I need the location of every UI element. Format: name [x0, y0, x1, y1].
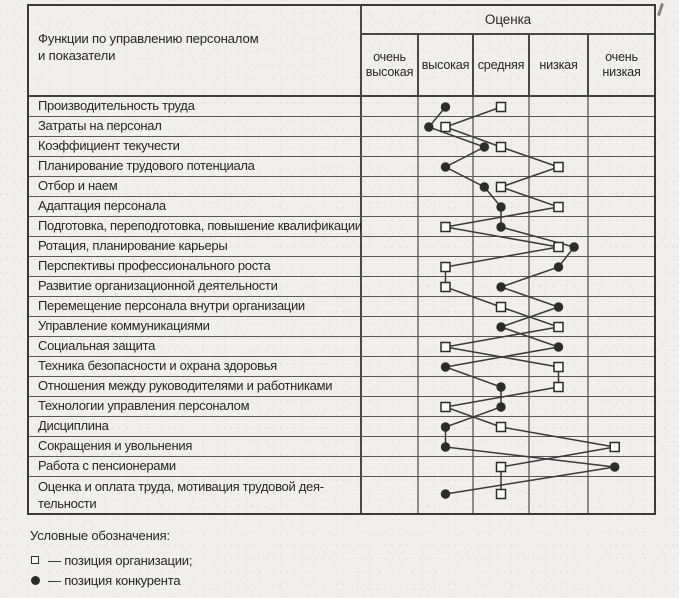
competitor-position-marker [496, 202, 505, 211]
row-label: Техника безопасности и охрана здоровья [29, 357, 362, 376]
legend [30, 528, 192, 590]
competitor-position-marker [496, 222, 505, 231]
competitor-position-marker [496, 402, 505, 411]
competitor-position-marker [496, 382, 505, 391]
row-label: Оценка и оплата труда, мотивация трудовой деятельности [29, 477, 362, 513]
organization-position-marker [554, 363, 563, 372]
table-header [29, 6, 654, 97]
rating-header: Оценка [362, 6, 654, 35]
column-header-low: низкая [530, 35, 589, 95]
row-label: Отношения между руководителями и работниками [29, 377, 362, 396]
organization-position-marker [497, 183, 506, 192]
competitor-position-marker [480, 182, 489, 191]
legend-item-label: — позиция конкурента [48, 572, 181, 588]
organization-position-marker [497, 423, 506, 432]
organization-position-marker [441, 263, 450, 272]
evaluation-table [27, 4, 656, 515]
organization-position-marker [554, 383, 563, 392]
organization-position-marker [554, 163, 563, 172]
corner-title-line2: и показатели [38, 48, 116, 63]
row-label: Развитие организационной деятельности [29, 277, 362, 296]
organization-position-marker [610, 443, 619, 452]
row-label: Производительность труда [29, 97, 362, 116]
organization-position-marker [497, 143, 506, 152]
row-label: Перспективы профессионального роста [29, 257, 362, 276]
competitor-position-marker [480, 142, 489, 151]
row-label: Подготовка, переподготовка, повышение квалификации [29, 217, 362, 236]
rating-header-group [362, 6, 654, 95]
competitor-position-marker [496, 282, 505, 291]
row-label: Работа с пенсионерами [29, 457, 362, 476]
competitor-position-marker [441, 489, 450, 498]
row-label: Технологии управления персоналом [29, 397, 362, 416]
organization-position-marker [441, 123, 450, 132]
competitor-position-marker [554, 302, 563, 311]
competitor-position-marker [441, 102, 450, 111]
legend-item-label: — позиция организации; [48, 552, 193, 568]
organization-position-marker [497, 303, 506, 312]
organization-position-marker [441, 223, 450, 232]
table-body [29, 97, 654, 513]
column-header-medium: средняя [474, 35, 530, 95]
competitor-position-marker [424, 122, 433, 131]
organization-position-marker [497, 463, 506, 472]
row-label: Адаптация персонала [29, 197, 362, 216]
functions-header-cell [29, 6, 362, 95]
row-label: Дисциплина [29, 417, 362, 436]
row-label: Планирование трудового потенциала [29, 157, 362, 176]
row-label: Перемещение персонала внутри организации [29, 297, 362, 316]
organization-position-marker [554, 203, 563, 212]
competitor-position-marker [554, 262, 563, 271]
competitor-position-marker [554, 342, 563, 351]
competitor-marker-icon [31, 576, 40, 585]
scan-artifact [657, 3, 664, 16]
column-header-very-high: очень высокая [362, 35, 419, 95]
row-label: Ротация, планирование карьеры [29, 237, 362, 256]
organization-position-marker [554, 243, 563, 252]
organization-position-marker [497, 103, 506, 112]
competitor-position-marker [610, 462, 619, 471]
legend-item-organization [30, 550, 192, 570]
row-label: Социальная защита [29, 337, 362, 356]
row-label: Сокращения и увольнения [29, 437, 362, 456]
competitor-position-marker [569, 242, 578, 251]
column-header-high: высокая [419, 35, 474, 95]
organization-marker-icon [31, 556, 39, 564]
competitor-position-marker [441, 162, 450, 171]
competitor-position-marker [441, 442, 450, 451]
row-label: Отбор и наем [29, 177, 362, 196]
competitor-series-line [429, 107, 615, 494]
rating-columns-row [362, 35, 654, 95]
corner-title-line1: Функции по управлению персоналом [38, 31, 259, 46]
profile-chart-svg [362, 97, 654, 513]
row-label: Коэффициент текучести [29, 137, 362, 156]
organization-position-marker [441, 403, 450, 412]
organization-position-marker [554, 323, 563, 332]
legend-title: Условные обозначения: [30, 528, 170, 543]
competitor-position-marker [496, 322, 505, 331]
organization-position-marker [497, 490, 506, 499]
column-header-very-low: очень низкая [602, 50, 641, 79]
legend-item-competitor [30, 570, 192, 590]
organization-position-marker [441, 343, 450, 352]
organization-position-marker [441, 283, 450, 292]
organization-series-line [446, 107, 615, 494]
competitor-position-marker [441, 362, 450, 371]
row-label: Затраты на персонал [29, 117, 362, 136]
competitor-position-marker [441, 422, 450, 431]
row-label: Управление коммуникациями [29, 317, 362, 336]
